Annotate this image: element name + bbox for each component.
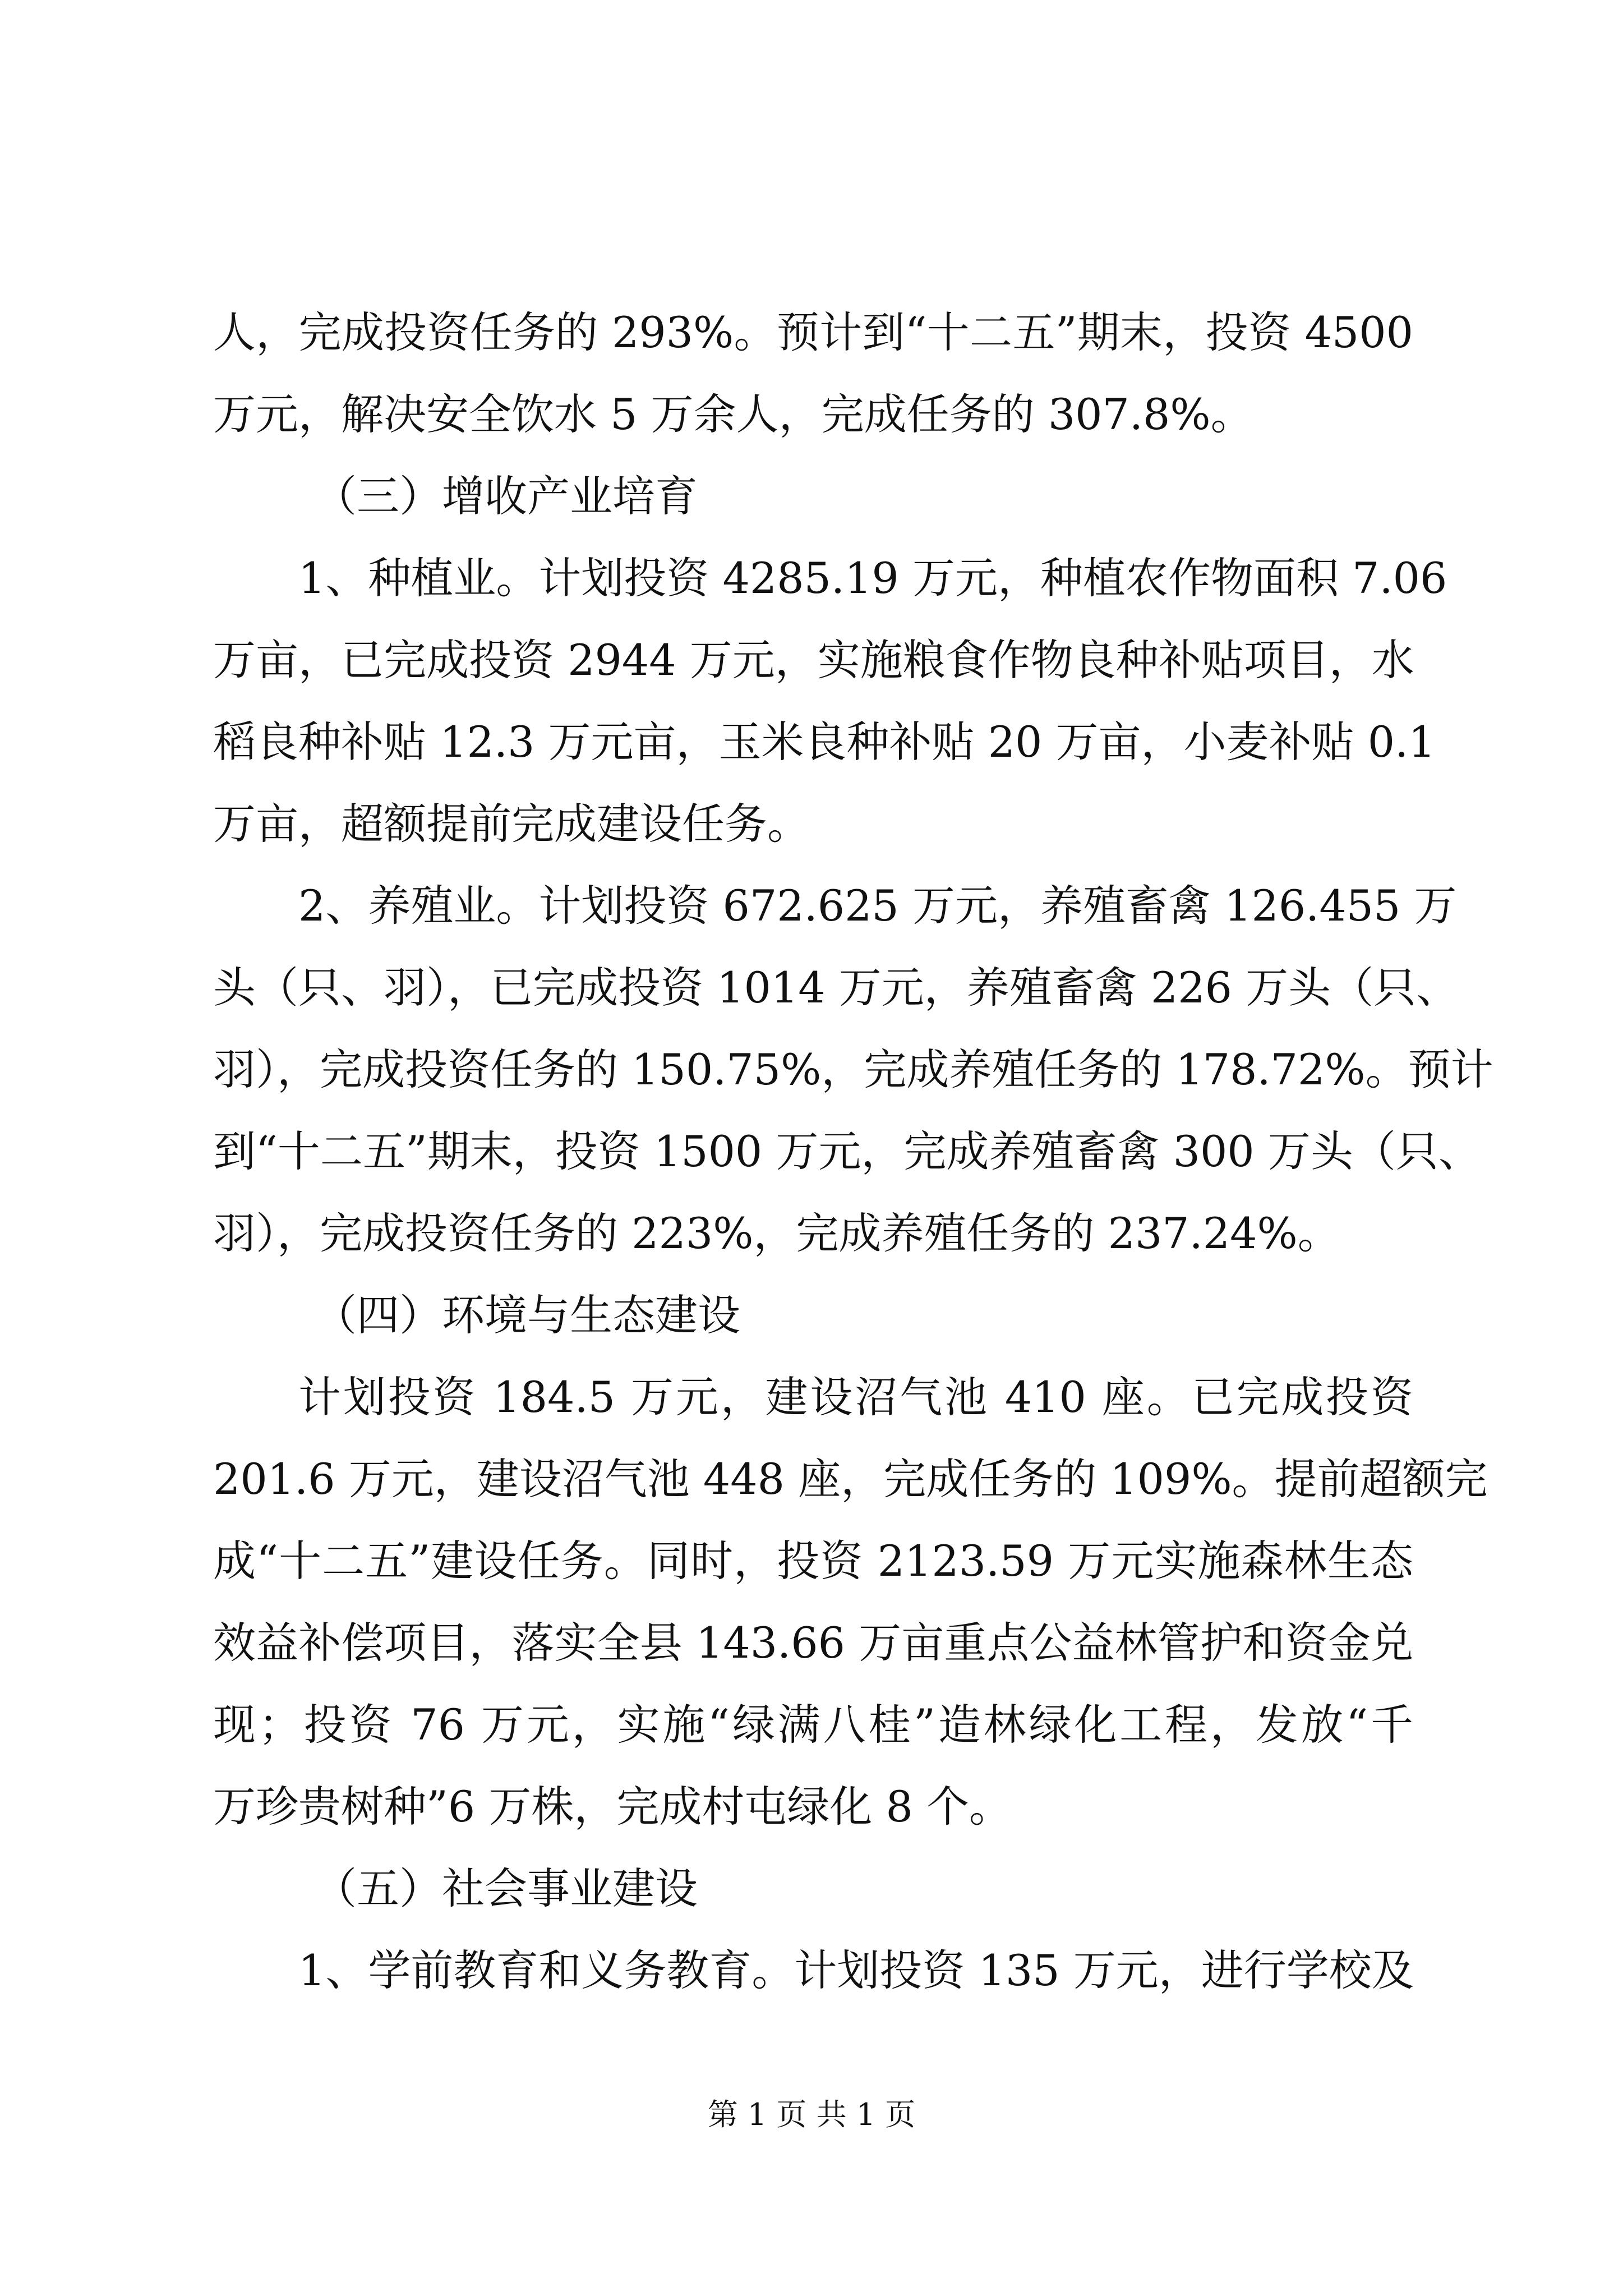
text-line: 2、养殖业。计划投资 672.625 万元，养殖畜禽 126.455 万 — [298, 881, 1457, 931]
text-line: 万珍贵树种”6 万株，完成村屯绿化 8 个。 — [213, 1782, 1012, 1832]
text-line: 万亩，已完成投资 2944 万元，实施粮食作物良种补贴项目，水 — [213, 635, 1414, 685]
text-line: 羽），完成投资任务的 150.75%，完成养殖任务的 178.72%。预计 — [213, 1045, 1493, 1094]
text-line: 稻良种补贴 12.3 万元亩，玉米良种补贴 20 万亩，小麦补贴 0.1 — [213, 717, 1436, 767]
text-line: 万亩，超额提前完成建设任务。 — [213, 799, 810, 849]
text-line: 头（只、羽），已完成投资 1014 万元，养殖畜禽 226 万头（只、 — [213, 963, 1459, 1013]
text-line: 计划投资 184.5 万元，建设沼气池 410 座。已完成投资 — [298, 1372, 1413, 1422]
text-line: 1、种植业。计划投资 4285.19 万元，种植农作物面积 7.06 — [298, 553, 1447, 603]
document-body — [213, 292, 1493, 2012]
text-line: 效益补偿项目，落实全县 143.66 万亩重点公益林管护和资金兑 — [213, 1618, 1413, 1668]
text-line: 人，完成投资任务的 293%。预计到“十二五”期末，投资 4500 — [213, 307, 1413, 357]
section-heading: （四）环境与生态建设 — [314, 1290, 740, 1340]
text-line: 现；投资 76 万元，实施“绿满八桂”造林绿化工程，发放“千 — [213, 1700, 1413, 1750]
text-line: 羽），完成投资任务的 223%，完成养殖任务的 237.24%。 — [213, 1208, 1340, 1258]
section-heading: （五）社会事业建设 — [314, 1864, 698, 1913]
page-footer: 第 1 页 共 1 页 — [707, 2097, 916, 2132]
text-line: 到“十二五”期末，投资 1500 万元，完成养殖畜禽 300 万头（只、 — [213, 1126, 1481, 1176]
section-heading: （三）增收产业培育 — [314, 471, 698, 521]
text-line: 万元，解决安全饮水 5 万余人，完成任务的 307.8%。 — [213, 389, 1253, 439]
text-line: 成“十二五”建设任务。同时，投资 2123.59 万元实施森林生态 — [213, 1536, 1413, 1586]
text-line: 201.6 万元，建设沼气池 448 座，完成任务的 109%。提前超额完 — [213, 1454, 1488, 1504]
text-line: 1、学前教育和义务教育。计划投资 135 万元，进行学校及 — [298, 1945, 1414, 1995]
